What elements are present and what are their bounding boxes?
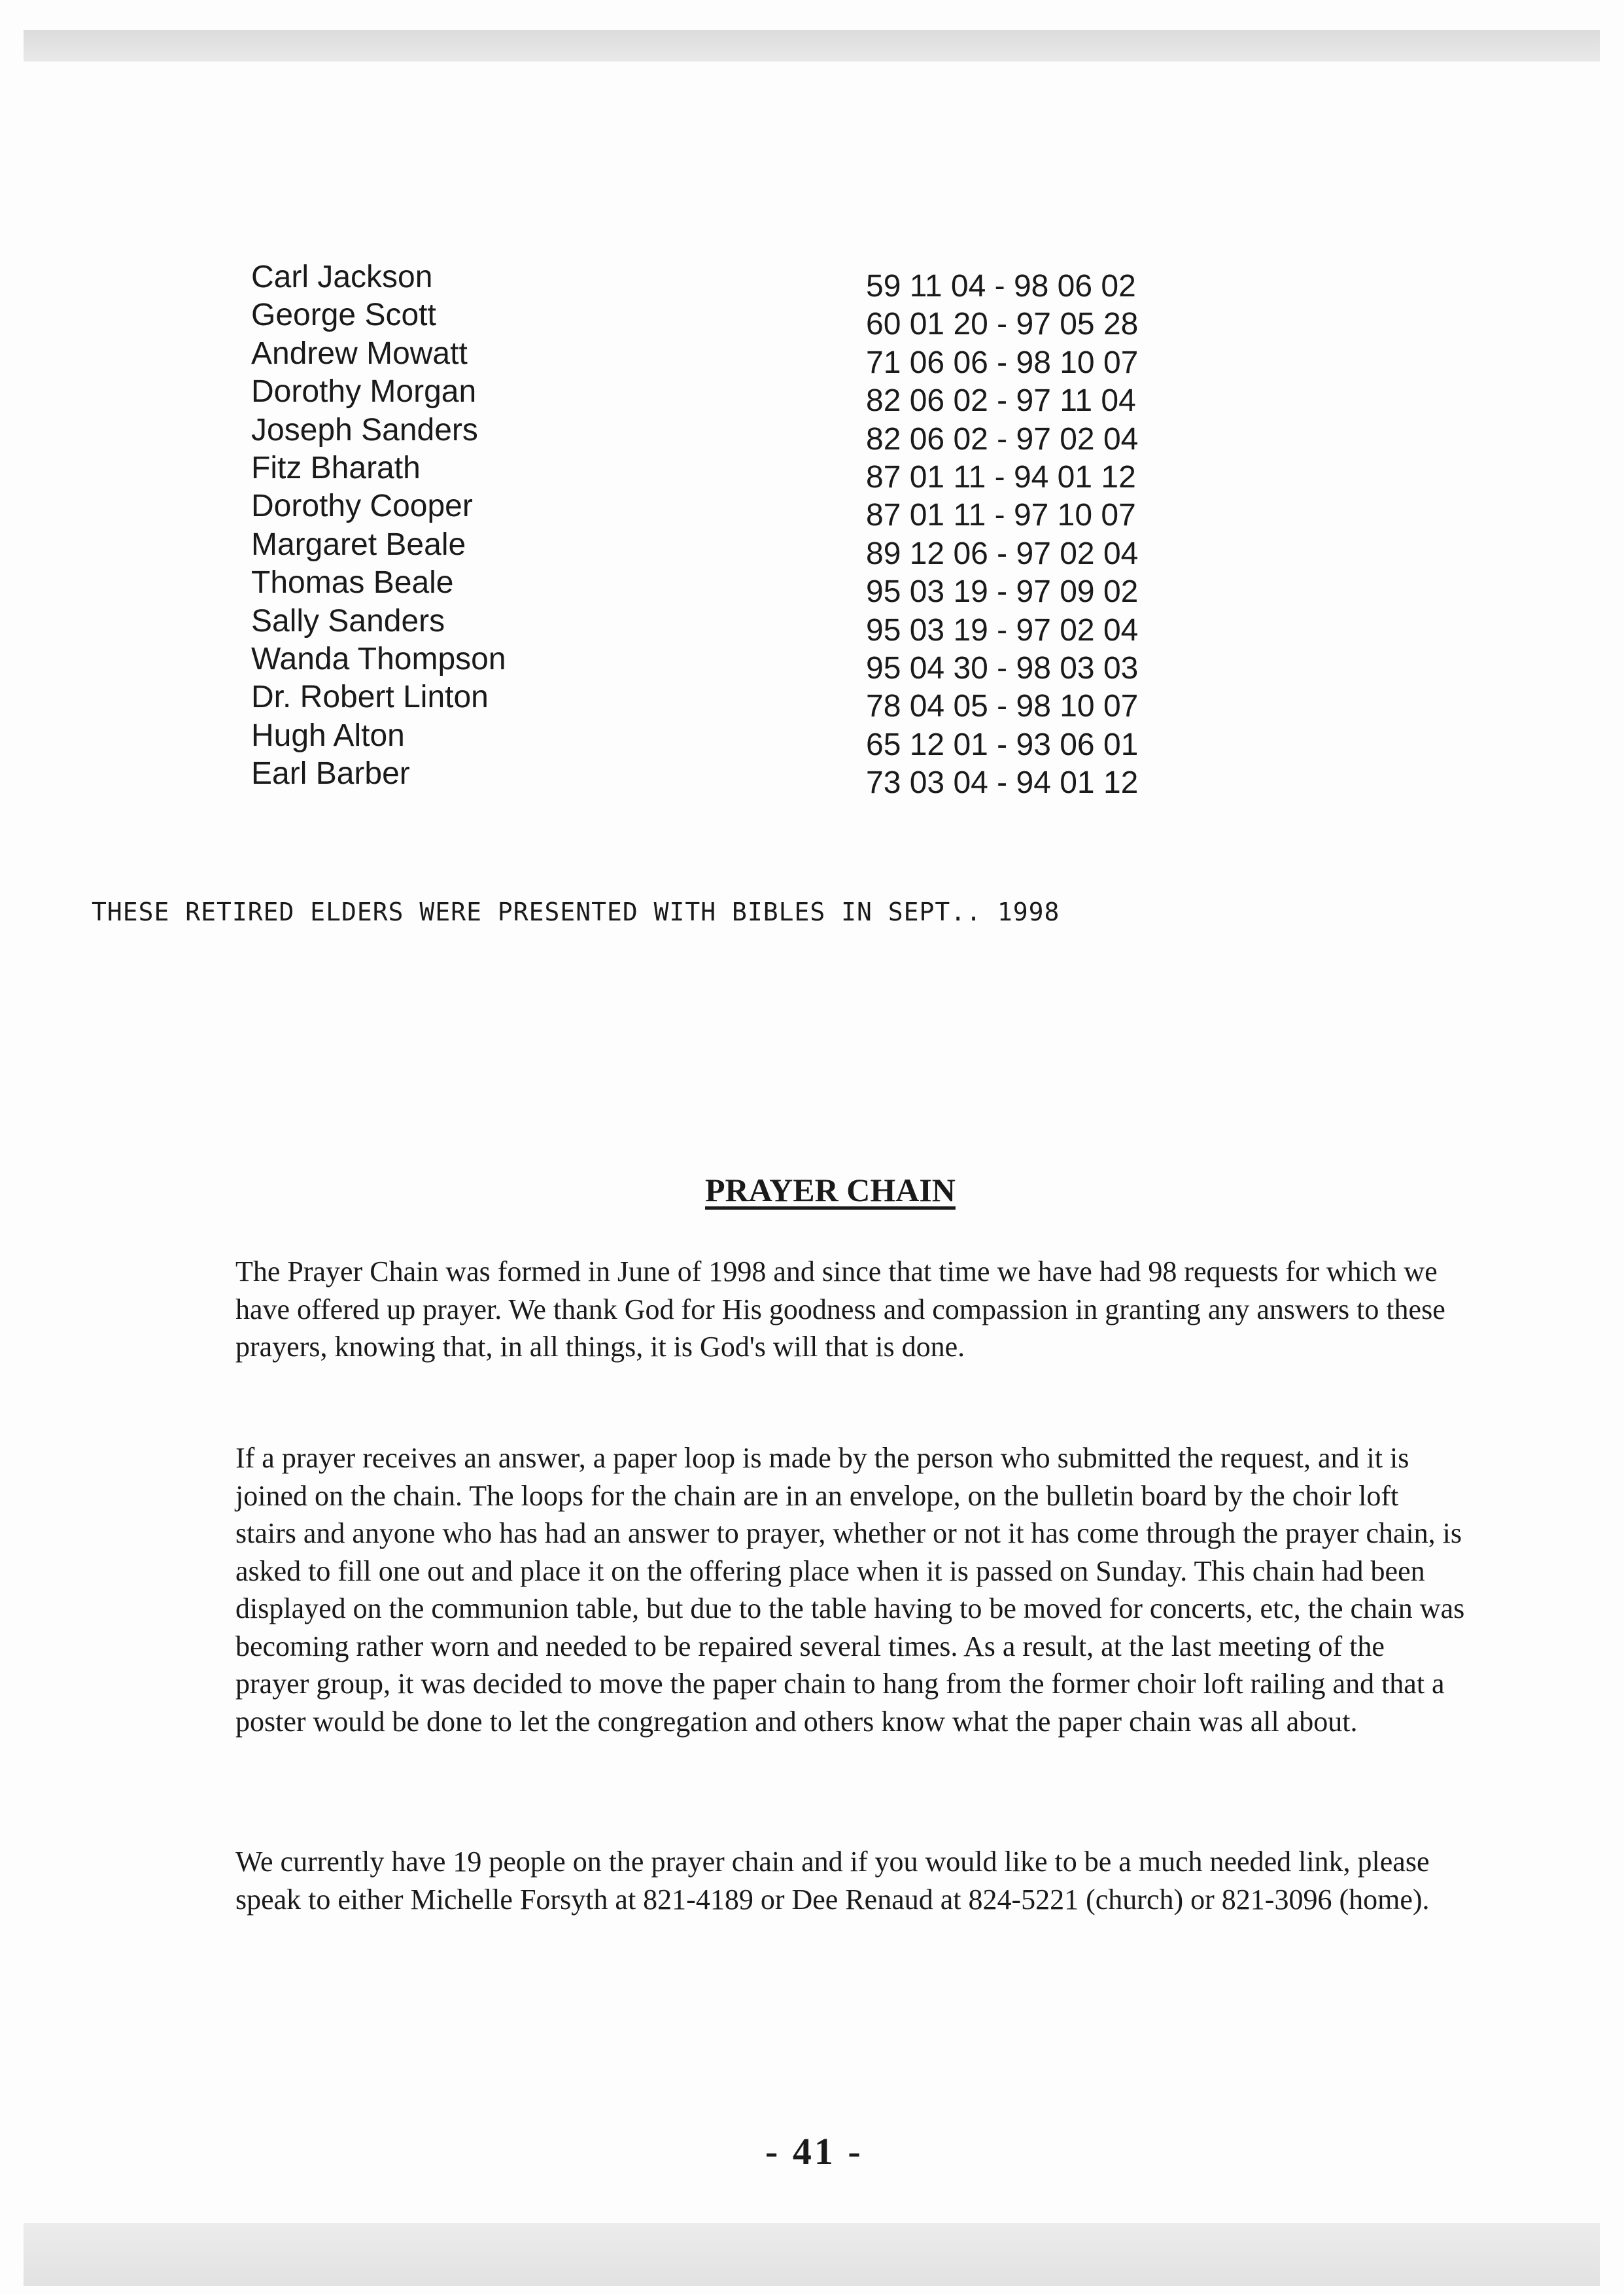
elder-service-dates: 95 03 19 - 97 09 02 bbox=[866, 574, 1139, 610]
elder-name: Earl Barber bbox=[251, 756, 410, 792]
elder-row bbox=[251, 296, 1200, 342]
elder-service-dates: 87 01 11 - 97 10 07 bbox=[866, 498, 1136, 533]
elder-name: George Scott bbox=[251, 298, 436, 333]
elder-service-dates: 73 03 04 - 94 01 12 bbox=[866, 765, 1139, 801]
scan-edge-bottom bbox=[24, 2223, 1600, 2286]
elder-row bbox=[251, 640, 1200, 686]
elder-name: Dorothy Morgan bbox=[251, 374, 477, 410]
paragraph-paper-loops: If a prayer receives an answer, a paper loop is made by the person who submitted the request, and it is joined on the chain. The loops for the chain are in an envelope, on the bulletin board by the choir loft stairs and anyone who has had an answer to prayer, whether or not it has come through the prayer chain, is asked to fill one out and place it on the offering place when it is passed on Sunday. This chain had been displayed on the communion table, but due to the table having to be moved for concerts, etc, the chain was becoming rather worn and needed to be repaired several times. As a result, at the last meeting of the prayer group, it was decided to move the paper chain to hang from the former choir loft railing and that a poster would be done to let the congregation and others know what the paper chain was all about. bbox=[235, 1442, 1465, 1738]
elder-row bbox=[251, 373, 1200, 419]
elder-row bbox=[251, 717, 1200, 762]
elder-row bbox=[251, 564, 1200, 610]
elder-name: Fitz Bharath bbox=[251, 450, 421, 485]
elder-service-dates: 78 04 05 - 98 10 07 bbox=[866, 689, 1139, 724]
elder-name: Andrew Mowatt bbox=[251, 336, 468, 371]
elder-name: Margaret Beale bbox=[251, 527, 466, 562]
paragraph-formation: The Prayer Chain was formed in June of 1998 and since that time we have had 98 requests for which we have offered up prayer. We thank God for His goodness and compassion in granting any answers to these prayers, knowing that, in all things, it is God's will that is done. bbox=[235, 1255, 1445, 1363]
elder-name: Wanda Thompson bbox=[251, 641, 506, 676]
elder-service-dates: 59 11 04 - 98 06 02 bbox=[866, 269, 1136, 304]
bibles-note: THESE RETIRED ELDERS WERE PRESENTED WITH BIBLES IN SEPT.. 1998 bbox=[92, 898, 1060, 926]
page-number: - 41 - bbox=[765, 2130, 863, 2173]
elder-name: Sally Sanders bbox=[251, 603, 445, 639]
elder-service-dates: 82 06 02 - 97 02 04 bbox=[866, 421, 1139, 457]
elder-service-dates: 95 04 30 - 98 03 03 bbox=[866, 650, 1139, 686]
elder-row bbox=[251, 412, 1200, 457]
paragraph-contact: We currently have 19 people on the prayer chain and if you would like to be a much needed link, please speak to either Michelle Forsyth at 821-4189 or Dee Renaud at 824-5221 (church) or 821-3096 (home). bbox=[235, 1846, 1430, 1916]
section-title: PRAYER CHAIN bbox=[705, 1172, 956, 1208]
elder-service-dates: 60 01 20 - 97 05 28 bbox=[866, 307, 1139, 342]
elder-row bbox=[251, 526, 1200, 571]
elder-row bbox=[251, 335, 1200, 380]
elder-row bbox=[251, 449, 1200, 495]
elder-service-dates: 65 12 01 - 93 06 01 bbox=[866, 727, 1139, 762]
elder-row bbox=[251, 487, 1200, 533]
elder-name: Thomas Beale bbox=[251, 565, 454, 601]
elder-service-dates: 71 06 06 - 98 10 07 bbox=[866, 345, 1139, 380]
elder-service-dates: 89 12 06 - 97 02 04 bbox=[866, 536, 1139, 571]
scan-edge-top bbox=[24, 30, 1600, 61]
elder-row bbox=[251, 678, 1200, 724]
elder-service-dates: 82 06 02 - 97 11 04 bbox=[866, 383, 1136, 419]
elder-row bbox=[251, 603, 1200, 648]
elder-service-dates: 87 01 11 - 94 01 12 bbox=[866, 459, 1136, 495]
elder-name: Joseph Sanders bbox=[251, 412, 478, 447]
elder-name: Dorothy Cooper bbox=[251, 489, 473, 524]
elder-name: Dr. Robert Linton bbox=[251, 680, 489, 715]
elder-name: Hugh Alton bbox=[251, 718, 405, 753]
retired-elders-list bbox=[251, 258, 1200, 801]
elder-name: Carl Jackson bbox=[251, 260, 433, 294]
elder-service-dates: 95 03 19 - 97 02 04 bbox=[866, 612, 1139, 648]
elder-row bbox=[251, 258, 1200, 304]
elder-row bbox=[251, 755, 1200, 801]
